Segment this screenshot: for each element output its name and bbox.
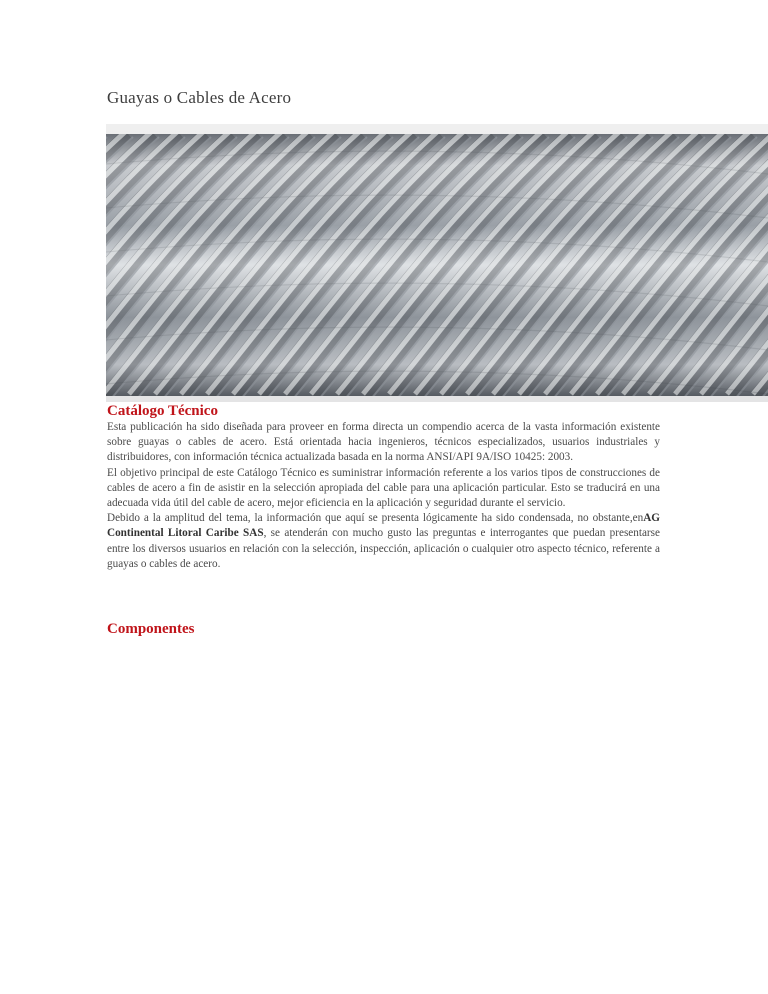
catalog-body [107, 420, 660, 572]
paragraph-3-lead: Debido a la amplitud del tema, la información que aquí se presenta lógicamente ha sido condensada, no obstante,en [107, 512, 644, 525]
catalog-paragraph-2: El objetivo principal de este Catálogo Técnico es suministrar información referente a los varios tipos de construcciones de cables de acero a fin de asistir en la selección apropiada del cable para una aplicación particular. Esto se traducirá en una adecuada vida útil del cable de acero, mejor eficiencia en la aplicación y seguridad durante el servicio. [107, 466, 660, 510]
paragraph-3-tail: , se atenderán con mucho gusto las preguntas e interrogantes que puedan presentarse entre los diversos usuarios en relación con la selección, inspección, aplicación o cualquier otro aspecto técnico, referente a guayas o cables de acero. [107, 527, 660, 570]
document-title: Guayas o Cables de Acero [107, 88, 292, 107]
catalog-paragraph-1: Esta publicación ha sido diseñada para proveer en forma directa un compendio acerca de la vasta información existente sobre guayas o cables de acero. Está orientada hacia ingenieros, técnicos especializados, usuarios industriales y distribuidores, con información técnica actualizada basada en la norma ANSI/API 9A/ISO 10425: 2003. [107, 421, 660, 464]
heading-componentes: Componentes [107, 621, 195, 637]
heading-catalogo-tecnico: Catálogo Técnico [107, 403, 218, 419]
steel-wire-rope-photo [106, 124, 768, 402]
company-name: AG Continental Litoral Caribe SAS [107, 512, 660, 540]
catalog-paragraph-3 [107, 511, 660, 572]
